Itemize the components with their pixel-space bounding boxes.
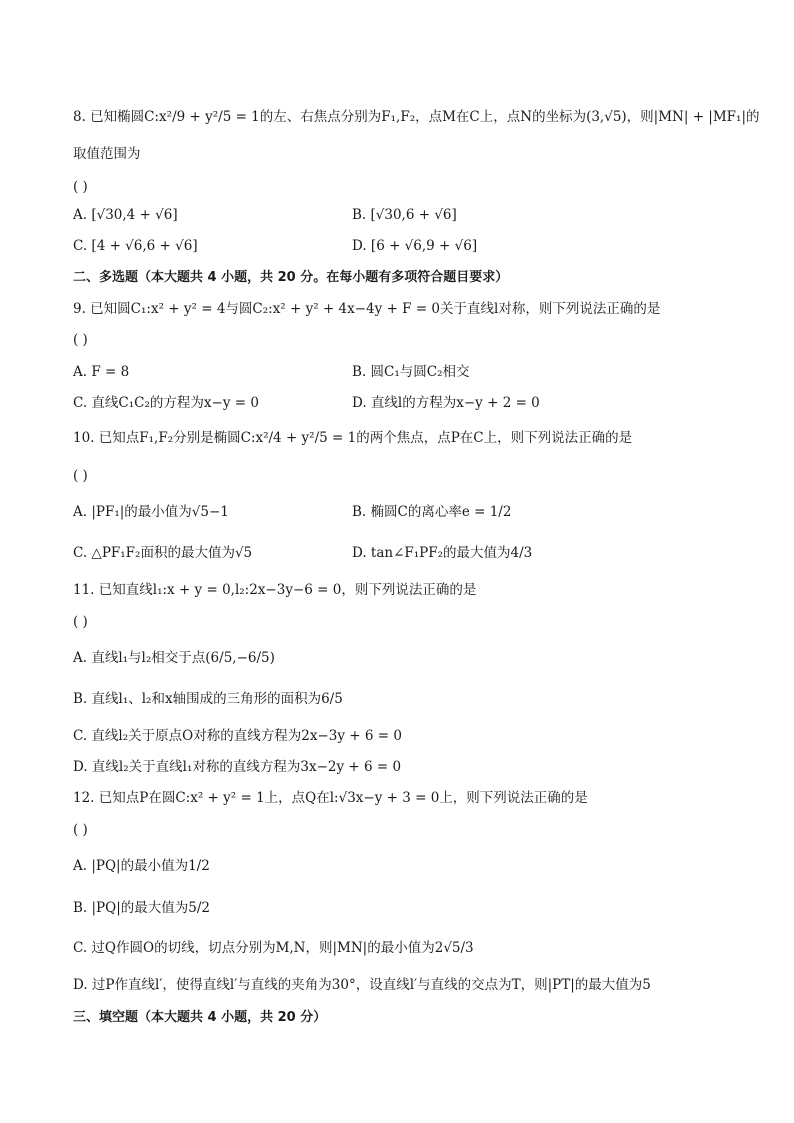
q12-option-c: C. 过Q作圆O的切线，切点分别为M,N，则|MN|的最小值为2√5/3 — [73, 940, 474, 956]
q12-stem: 12. 已知点P在圆C:x² + y² = 1上，点Q在l:√3x−y + 3 = 0上，则下列说法正确的是 — [73, 790, 588, 806]
q11-option-a: A. 直线l₁与l₂相交于点(6/5,−6/5) — [73, 650, 275, 666]
q12-paren: ( ) — [73, 822, 88, 838]
q12-option-d: D. 过P作直线l′，使得直线l′与直线的夹角为30°，设直线l′与直线的交点为T，则|PT|的最大值为5 — [73, 977, 651, 993]
q10-option-b: B. 椭圆C的离心率e = 1/2 — [352, 504, 512, 520]
q9-stem: 9. 已知圆C₁:x² + y² = 4与圆C₂:x² + y² + 4x−4y + F = 0关于直线l对称，则下列说法正确的是 — [73, 301, 661, 317]
q11-option-c: C. 直线l₂关于原点O对称的直线方程为2x−3y + 6 = 0 — [73, 728, 402, 744]
section-fill-in-heading: 三、填空题（本大题共 4 小题，共 20 分） — [73, 1010, 327, 1025]
q10-stem: 10. 已知点F₁,F₂分别是椭圆C:x²/4 + y²/5 = 1的两个焦点，点P在C上，则下列说法正确的是 — [73, 430, 633, 446]
q12-option-a: A. |PQ|的最小值为1/2 — [73, 858, 210, 874]
q10-option-d: D. tan∠F₁PF₂的最大值为4/3 — [352, 545, 533, 561]
q8-option-d: D. [6 + √6,9 + √6] — [352, 238, 478, 254]
q12-option-b: B. |PQ|的最大值为5/2 — [73, 900, 210, 916]
section-multiple-choice-heading: 二、多选题（本大题共 4 小题，共 20 分。在每小题有多项符合题目要求） — [73, 270, 509, 285]
q10-paren: ( ) — [73, 468, 88, 484]
q10-option-c: C. △PF₁F₂面积的最大值为√5 — [73, 545, 253, 561]
q9-paren: ( ) — [73, 332, 88, 348]
q9-option-d: D. 直线l的方程为x−y + 2 = 0 — [352, 395, 540, 411]
q11-paren: ( ) — [73, 614, 88, 630]
q8-paren: ( ) — [73, 179, 88, 195]
q8-stem: 8. 已知椭圆C:x²/9 + y²/5 = 1的左、右焦点分别为F₁,F₂，点M在C上，点N的坐标为(3,√5)，则|MN| + |MF₁|的 — [73, 109, 760, 125]
q8-option-a: A. [√30,4 + √6] — [73, 207, 178, 223]
q8-option-c: C. [4 + √6,6 + √6] — [73, 238, 198, 254]
q11-stem: 11. 已知直线l₁:x + y = 0,l₂:2x−3y−6 = 0，则下列说法正确的是 — [73, 582, 477, 598]
q8-stem-cont: 取值范围为 — [73, 146, 141, 162]
q9-option-c: C. 直线C₁C₂的方程为x−y = 0 — [73, 395, 259, 411]
q9-option-b: B. 圆C₁与圆C₂相交 — [352, 364, 470, 380]
q11-option-d: D. 直线l₂关于直线l₁对称的直线方程为3x−2y + 6 = 0 — [73, 759, 402, 775]
q11-option-b: B. 直线l₁、l₂和x轴围成的三角形的面积为6/5 — [73, 691, 343, 707]
q9-option-a: A. F = 8 — [73, 364, 130, 380]
q10-option-a: A. |PF₁|的最小值为√5−1 — [73, 504, 229, 520]
q8-option-b: B. [√30,6 + √6] — [352, 207, 457, 223]
